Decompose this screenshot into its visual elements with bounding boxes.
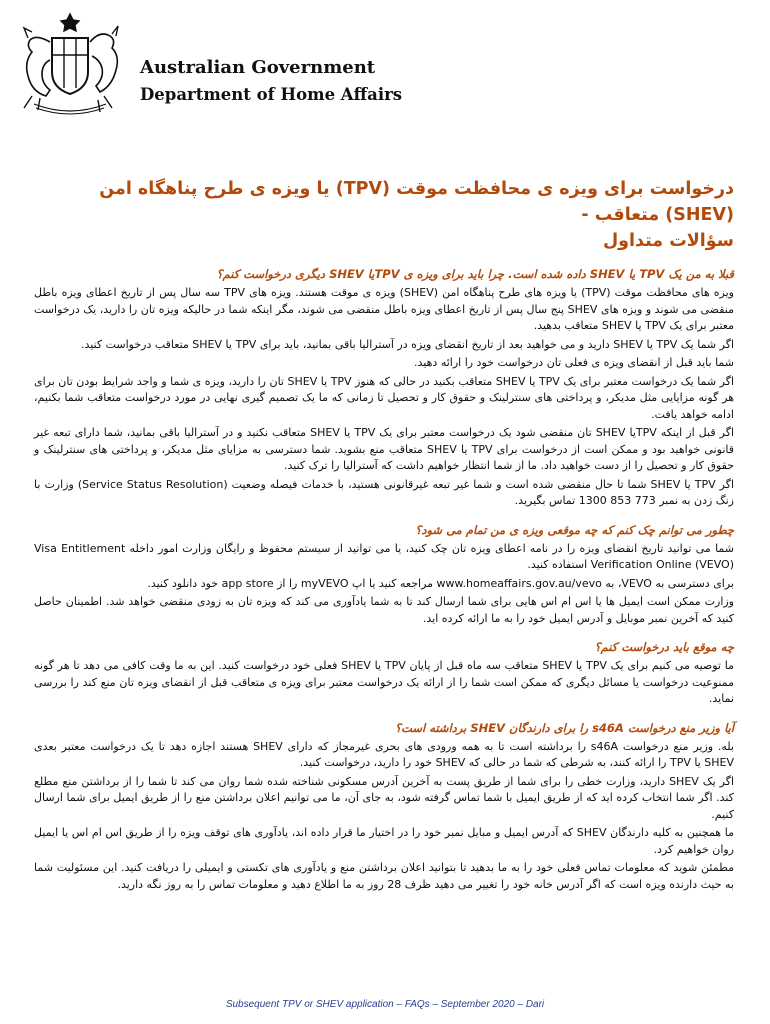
page-header (0, 0, 770, 150)
paragraph: اگر TPV یا SHEV شما تا حال منقضی شده است و شما غیر تبعه غیرقانونی هستید، با خدمات فیصله وضعیت (Service Status Resolution) وزارت با زنگ زدن به نمبر 773 853 1300 تماس بگیرید. (34, 477, 734, 507)
paragraph: بله. وزیر منع درخواست s46A را برداشته است تا به همه ورودی های بحری غیرمجاز که دارای SHEV هستند اجازه دهد تا یک درخواست معتبر بعدی SHEV یا TPV را ارائه کنند، به شرطی که شما در حالی که SHEV خود را دارید، درخواست کنید. (34, 739, 734, 769)
paragraph: وزارت ممکن است ایمیل ها یا اس ام اس هایی برای شما ارسال کند تا به شما یادآوری می کند که ویزه تان به زودی منقضی خواهد شد. اطمینان حاصل کنید که آخرین نمبر موبایل و آدرس ایمیل خود را به ما ارائه کرده اید. (34, 595, 734, 625)
question-heading-1: قبلا به من یک TPV یا SHEV داده شده است. چرا باید برای ویزه ی TPVیا SHEV دیگری درخواست کنم؟ (216, 267, 734, 281)
page-footer: Subsequent TPV or SHEV application – FAQs – September 2020 – Dari (225, 999, 545, 1010)
paragraph: اگر یک SHEV دارید، وزارت خطی را برای شما از طریق پست به آخرین آدرس مسکونی شناخته شده شما روان می کند تا شما را از برداشتن منع مطلع کند. اگر شما انتخاب کرده اید که از طریق ایمیل با شما تماس گرفته شود، به جای آن، ما می توانیم اعلان برداشتن منع را از طریق ایمیل برای شما ارسال کنیم. (34, 774, 734, 821)
title-line-1: درخواست برای ویزه ی محافظت موقت (TPV) یا ویزه ی طرح پناهگاه امن (SHEV) متعاقب - (99, 179, 734, 225)
paragraph: ما همچنین به کلیه دارندگان SHEV که آدرس ایمیل و مبایل نمبر خود را در اختیار ما قرار داده اند، یادآوری های توقف ویزه را از طریق اس ام اس یا ایمیل روان خواهیم کرد. (34, 826, 734, 856)
paragraph: اگر شما یک TPV یا SHEV دارید و می خواهید بعد از تاریخ انقضای ویزه در آسترالیا باقی بمانید، باید برای TPV یا SHEV متعاقب درخواست کنید. (80, 337, 734, 351)
commonwealth-coat-of-arms-icon (14, 8, 126, 118)
paragraph: اگر قبل از اینکه TPVیا SHEV تان منقضی شود یک درخواست معتبر برای یک TPV یا SHEV متعاقب نکنید و در آسترالیا باقی بمانید، شما دارای تبعه غیر قانونی خواهید بود و ممکن است از درخواست برای TPV یا SHEV متعاقب منع بشوید. شما دسترسی به مزایای مثل مدیکر، و پرداختی های سنترلینک و حقوق کار و تحصیل را از دست خواهید داد. ما از شما انتظار خواهیم داشت که آسترالیا را ترک کنید. (34, 426, 735, 472)
paragraph: شما باید قبل از انقضای ویزه ی فعلی تان درخواست خود را ارائه دهید. (414, 356, 734, 369)
question-heading-3: چه موقع باید درخواست کنم؟ (594, 640, 734, 654)
question-heading-2: چطور می توانم چک کنم که چه موقعی ویزه ی من تمام می شود؟ (415, 522, 734, 537)
paragraph: اگر شما یک درخواست معتبر برای یک TPV یا SHEV متعاقب بکنید در حالی که هنوز TPV یا SHEV تان را دارید، ویزه ی شما و واجد شرایط بودن تان برای هر گونه مزایایی مثل مدیکر، و پرداختی های سنترلینک و حقوق کار و تحصیل تا زمانی که ما یک تصمیم گیری نهایی در مورد درخواست متعاقب شما بکنیم، ادامه خواهد یافت. (34, 374, 734, 421)
document-body (34, 176, 734, 895)
department-name: Department of Home Affairs (140, 85, 403, 104)
paragraph: ویزه های محافظت موقت (TPV) یا ویزه های طرح پناهگاه امن (SHEV) ویزه ی موقت هستند. ویزه های TPV سه سال پس از تاریخ اعطای ویزه باطل منقضی می شوند و ویزه های SHEV پنج سال پس از تاریخ اعطای ویزه باطل منقضی می شوند، مگر اینکه شما در حالیکه ویزه تان را دارید، یک درخواست معتبر برای یک TPV یا SHEV متعاقب بدهید. (34, 286, 734, 332)
government-name: Australian Government (140, 57, 376, 78)
paragraph: مطمئن شوید که معلومات تماس فعلی خود را به ما بدهید تا بتوانید اعلان برداشتن منع و یادآوری های تکستی و ایمیلی را دریافت کنید. این مسئولیت شما به حیث دارنده ویزه است که اگر آدرس خانه خود را تغییر می دهید ظرف 28 روز به ما اطلاع دهید و معلومات تماس را به روز نگه دارید. (34, 861, 734, 891)
paragraph: ما توصیه می کنیم برای یک TPV یا SHEV متعاقب سه ماه قبل از پایان TPV یا SHEV فعلی خود درخواست کنید. این به ما وقت کافی می دهد تا هر گونه ممنوعیت درخواست یا مسائل دیگری که ممکن است شما را از ارائه یک درخواست معتبر برای ویزه ی متعاقب قبل از انقضای ویزه تان منع کند را بررسی نماید. (34, 659, 734, 705)
question-heading-4: آیا وزیر منع درخواست s46A را برای دارندگان SHEV برداشته است؟ (394, 720, 734, 735)
title-line-2: سؤالات متداول (602, 231, 734, 251)
paragraph-vevo-link[interactable]: شما می توانید تاریخ انقضای ویزه را در نامه اعطای ویزه تان چک کنید، یا می توانید از سیستم محفوظ و رایگان وزارت امور داخله Visa Entitlement Verification Online (VEVO) استفاده کنید. (34, 541, 734, 571)
paragraph-homeaffairs-link[interactable]: برای دسترسی به VEVO، به www.homeaffairs.gov.au/vevo مراجعه کنید یا اپ myVEVO را از app store خود دانلود کنید. (147, 576, 734, 590)
document-title (34, 176, 734, 254)
